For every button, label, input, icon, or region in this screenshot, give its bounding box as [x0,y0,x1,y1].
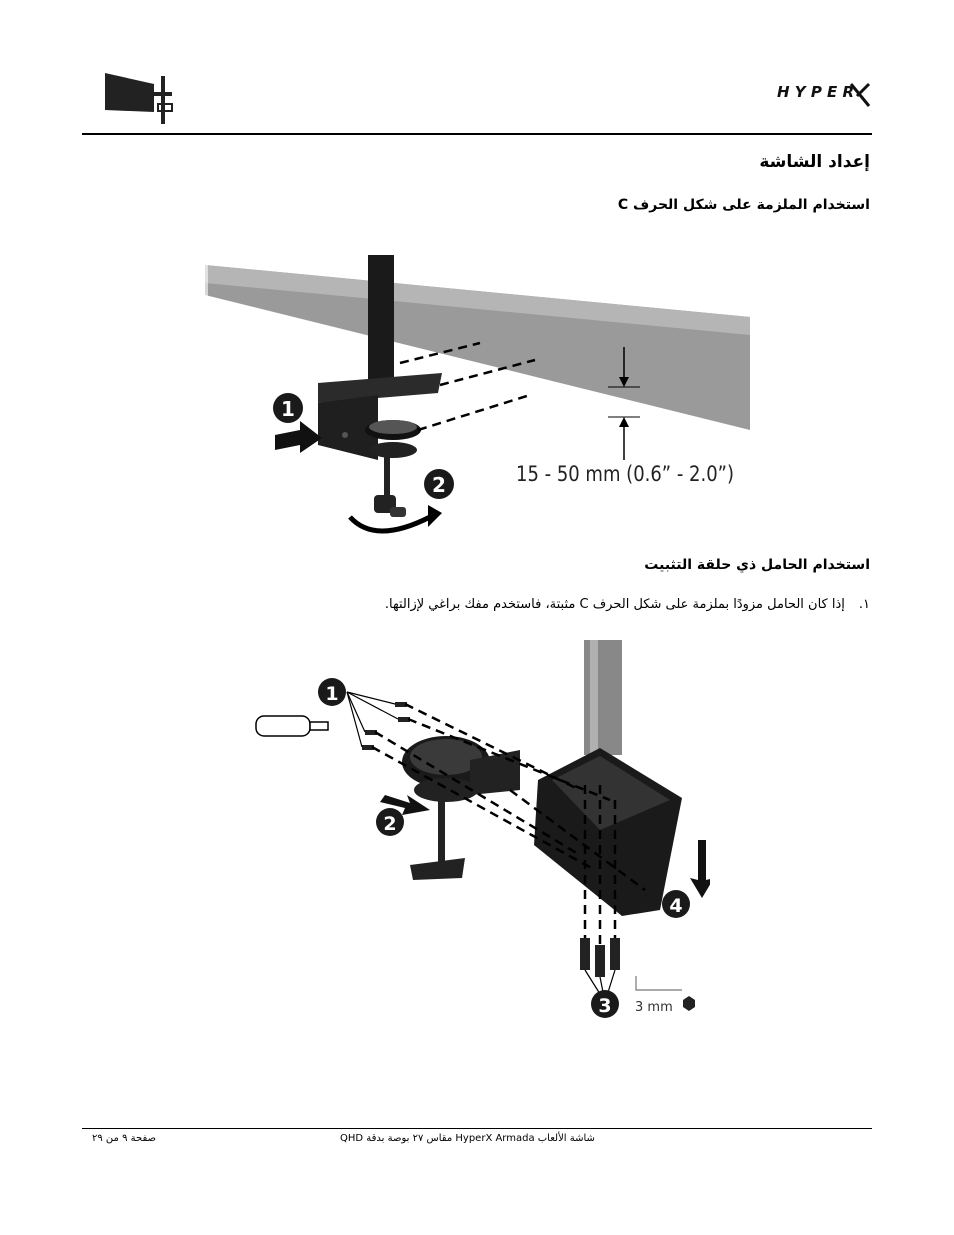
c-clamp-figure [200,255,760,555]
callout-4-label: 4 [669,895,683,917]
callout-1-label: 1 [325,683,339,705]
push-arrow [275,421,322,453]
monitor-on-arm-icon [102,70,178,126]
step-1-number: ١. [858,597,870,612]
header-rule [82,133,872,135]
ring-mount-figure [250,640,710,1025]
callout-2-label: 2 [383,813,397,835]
monitor-pole [368,255,394,390]
footer-page-number: صفحة ٩ من ٢٩ [92,1133,156,1144]
footer-rule [82,1128,872,1129]
hex-key-icon [683,996,695,1011]
callout-2-label: 2 [432,473,446,497]
hyperx-logo [775,78,871,110]
arrow-4 [690,840,710,898]
screwdriver-icon [256,716,328,736]
step-1-text: إذا كان الحامل مزودًا بملزمة على شكل الحرف C مثبتة، فاستخدم مفك براغي لإزالتها. [384,597,845,612]
step-1 [385,597,870,612]
stand-pole [584,640,622,755]
section-title: إعداد الشاشة [759,152,870,172]
subsection-ring-title: استخدام الحامل ذي حلقة التثبيت [644,557,870,573]
hex-size-label: 3 mm [635,1000,673,1015]
callout-3-label: 3 [598,995,612,1017]
svg-text:HYPER: HYPER [777,83,855,101]
footer-product-title: شاشة الألعاب HyperX Armada مقاس ٢٧ بوصة بدقة QHD [340,1133,595,1144]
subsection-c-clamp-title: استخدام الملزمة على شكل الحرف C [617,197,870,213]
screws-top [362,702,410,750]
measurement-label: 15 - 50 mm (0.6” - 2.0”) [516,462,734,486]
callout-1-label: 1 [281,397,295,421]
